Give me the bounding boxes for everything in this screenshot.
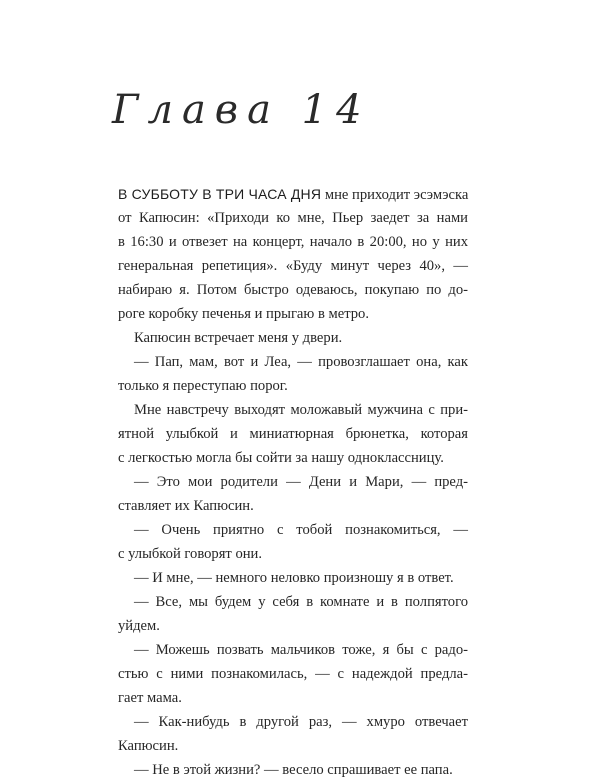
text-line: с улыбкой говорят они. — [118, 546, 263, 562]
text-line: генеральная репетиция». «Буду минут через 40», — — [118, 258, 468, 274]
text-line: Капюсин встречает меня у двери. — [134, 330, 343, 346]
text-line: — Не в этой жизни? — весело спрашивает ее папа. — [134, 762, 453, 778]
text-line: с легкостью могла бы сойти за нашу одноклассницу. — [118, 450, 444, 466]
chapter-title: Глава 14 — [112, 87, 371, 133]
body-text — [118, 182, 468, 782]
text-line: ятной улыбкой и миниатюрная брюнетка, которая — [118, 426, 468, 442]
text-line: гает мама. — [118, 690, 182, 706]
lead-in-caps: В СУББОТУ В ТРИ ЧАСА ДНЯ — [118, 186, 322, 202]
text-line: — Пап, мам, вот и Леа, — провозглашает она, как — [134, 354, 468, 370]
text-line: стью с ними познакомилась, — с надеждой предла- — [118, 666, 468, 682]
text-line: уйдем. — [118, 618, 160, 634]
text-line: — Очень приятно с тобой познакомиться, — — [134, 522, 468, 538]
text-line: — Это мои родители — Дени и Мари, — пред- — [134, 474, 468, 490]
text-line: Капюсин. — [118, 738, 179, 754]
text-line: — Все, мы будем у себя в комнате и в полпятого — [134, 594, 468, 610]
text-line: В СУББОТУ В ТРИ ЧАСА ДНЯ мне приходит эсэмэска — [118, 186, 469, 203]
text-line: в 16:30 и отвезет на концерт, начало в 20:00, но у них — [118, 234, 468, 250]
text-line: Мне навстречу выходят моложавый мужчина с при- — [134, 402, 468, 418]
text-line: только я переступаю порог. — [118, 378, 288, 394]
text-line: роге коробку печенья и прыгаю в метро. — [118, 306, 370, 322]
text-line: — И мне, — немного неловко произношу я в ответ. — [134, 570, 454, 586]
text-line: ставляет их Капюсин. — [118, 498, 254, 514]
text-line: от Капюсин: «Приходи ко мне, Пьер заедет за нами — [118, 210, 468, 226]
text-line: — Можешь позвать мальчиков тоже, я бы с радо- — [134, 642, 468, 658]
text-line: набираю я. Потом быстро одеваюсь, покупаю по до- — [118, 282, 468, 298]
text-line: — Как-нибудь в другой раз, — хмуро отвечает — [134, 714, 468, 730]
